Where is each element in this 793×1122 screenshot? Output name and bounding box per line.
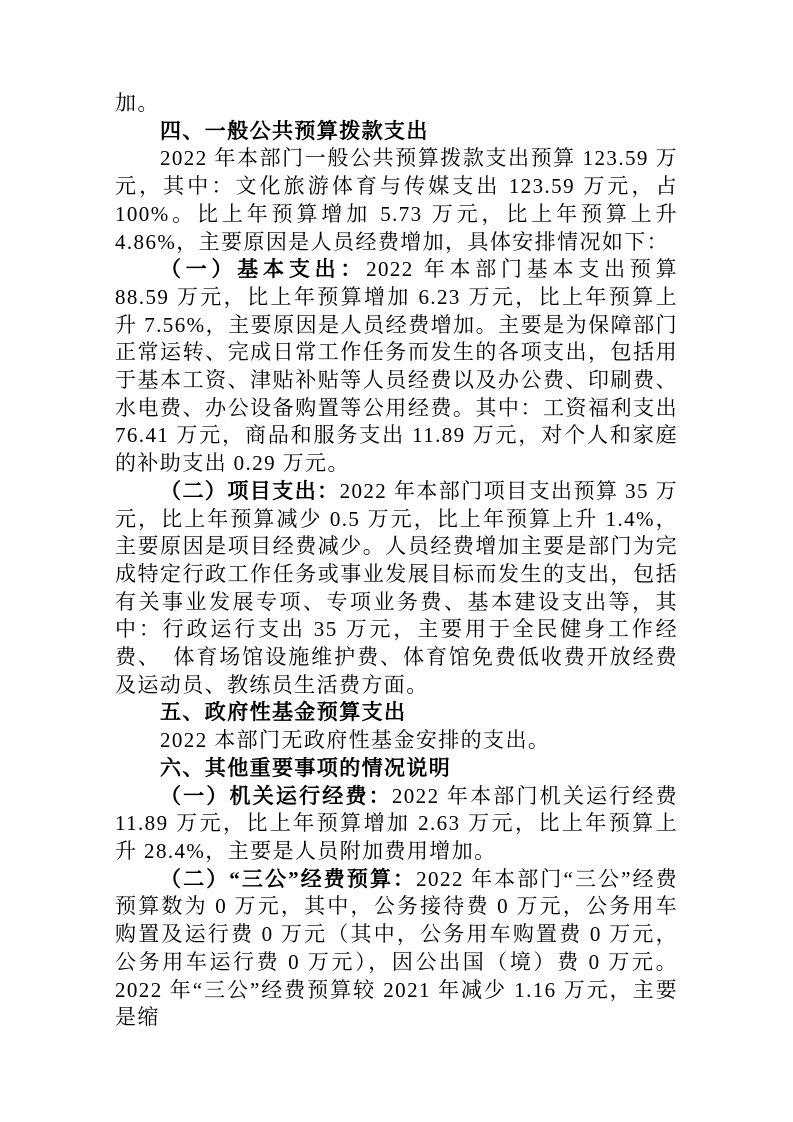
para-continuation xyxy=(115,90,678,118)
para-basic-expenditure-lead: （一）基本支出： xyxy=(160,257,367,282)
para-gov-fund xyxy=(115,727,678,755)
heading-section-five xyxy=(115,699,678,727)
para-project-expenditure xyxy=(115,478,678,700)
para-basic-expenditure xyxy=(115,256,678,478)
para-project-expenditure-lead: （二）项目支出： xyxy=(160,478,340,503)
para-three-public-lead: （二）“三公”经费预算： xyxy=(160,866,417,891)
para-basic-expenditure-body: 2022 年本部门基本支出预算 88.59 万元，比上年预算增加 6.23 万元，比上年预算上升 7.56%，主要原因是人员经费增加。主要是为保障部门正常运转、完成日常工作任务而发生的各项支出，包括用于基本工资、津贴补贴等人员经费以及办公费、印刷费、水电费、办公设备购置等公用经费。其中：工资福利支出 76.41 万元，商品和服务支出 11.89 万元，对个人和家庭的补助支出 0.29 万元。 xyxy=(115,257,678,476)
heading-section-six-text: 六、其他重要事项的情况说明 xyxy=(160,755,452,780)
heading-section-four xyxy=(115,118,678,146)
heading-section-four-text: 四、一般公共预算拨款支出 xyxy=(160,118,429,143)
para-project-expenditure-body: 2022 年本部门项目支出预算 35 万元，比上年预算减少 0.5 万元，比上年预算上升 1.4%，主要原因是项目经费减少。人员经费增加主要是部门为完成特定行政工作任务或事业发展目标而发生的支出，包括有关事业发展专项、专项业务费、基本建设支出等，其中：行政运行支出 35 万元，主要用于全民健身工作经费、 体育场馆设施维护费、体育馆免费低收费开放经费及运动员、教练员生活费方面。 xyxy=(115,478,679,697)
para-gov-fund-text: 2022 本部门无政府性基金安排的支出。 xyxy=(160,728,551,753)
para-general-budget-text: 2022 年本部门一般公共预算拨款支出预算 123.59 万元，其中：文化旅游体育与传媒支出 123.59 万元，占 100%。比上年预算增加 5.73 万元，比上年预算上升 4.86%，主要原因是人员经费增加，具体安排情况如下： xyxy=(115,146,678,254)
heading-section-six xyxy=(115,755,678,783)
para-agency-operating-lead: （一）机关运行经费： xyxy=(160,783,392,808)
para-general-budget xyxy=(115,145,678,256)
para-agency-operating-body: 2022 年本部门机关运行经费 11.89 万元，比上年预算增加 2.63 万元，比上年预算上升 28.4%，主要是人员附加费用增加。 xyxy=(115,783,678,863)
para-three-public-body: 2022 年本部门“三公”经费预算数为 0 万元，其中，公务接待费 0 万元，公务用车购置及运行费 0 万元（其中，公务用车购置费 0 万元，公务用车运行费 0 万元），因公出国（境）费 0 万元。2022 年“三公”经费预算较 2021 年减少 1.16 万元，主要是缩 xyxy=(115,866,678,1030)
heading-section-five-text: 五、政府性基金预算支出 xyxy=(160,700,407,725)
para-three-public xyxy=(115,866,678,1032)
para-agency-operating xyxy=(115,783,678,866)
para-continuation-text: 加。 xyxy=(115,91,160,115)
